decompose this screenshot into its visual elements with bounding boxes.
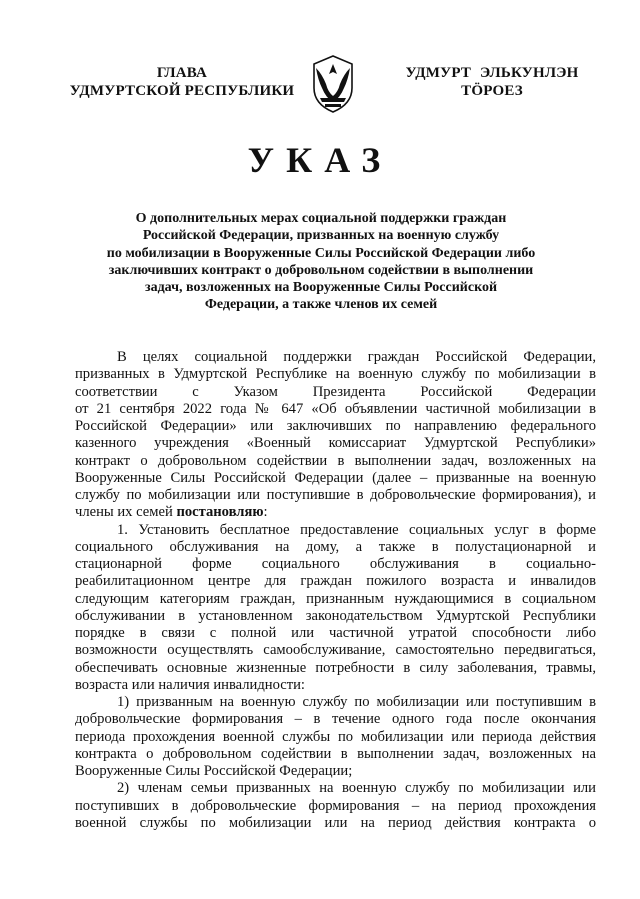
- sub1-line: контракта о добровольном содействии в выполнении задач, возложенных на: [75, 745, 596, 762]
- decree-colon: :: [263, 504, 268, 521]
- sub1-line: периода прохождения военной службы по мобилизации или периода действия: [75, 728, 596, 745]
- decree-subject: [98, 210, 544, 314]
- sub2-line: поступивших в добровольческие формирования – на период прохождения: [75, 797, 596, 814]
- item1-line: социального обслуживания на дому, а также в полустационарной и: [75, 538, 596, 555]
- intro-tail: члены их семей: [75, 504, 177, 521]
- decree-title: УКАЗ: [247, 140, 393, 180]
- sub2-line: 2) членам семьи призванных на военную службу по мобилизации или: [117, 780, 596, 797]
- body-line: казенного учреждения «Военный комиссариат Удмуртской Республики»: [75, 435, 596, 452]
- item1-line: обслуживании в установленном законодательством Удмуртской Республики: [75, 607, 596, 624]
- subject-line: О дополнительных мерах социальной поддержки граждан: [135, 211, 507, 226]
- body-line: призванных в Удмуртской Республике на военную службу по мобилизации в: [75, 366, 596, 383]
- body-line: от 21 сентября 2022 года № 647 «Об объявлении частичной мобилизации в: [75, 400, 596, 417]
- subject-line: по мобилизации в Вооруженные Силы Российской Федерации либо: [106, 245, 536, 261]
- header-right: [392, 64, 592, 100]
- body-line: соответствии с Указом Президента Российской Федерации: [75, 383, 596, 400]
- item1-line: стационарной форме социального обслуживания в социально-: [75, 556, 596, 572]
- header-right-line1: УДМУРТ ЭЛЬКУНЛЭН: [405, 65, 579, 81]
- subject-line: Федерации, а также членов их семей: [204, 297, 438, 313]
- decree-body: [75, 349, 596, 832]
- item1-line: 1. Установить бесплатное предоставление социальных услуг в форме: [117, 521, 596, 538]
- body-line: службу по мобилизации или поступившие в добровольческие формирования), и: [75, 487, 596, 503]
- sub1-line: 1) призванным на военную службу по мобилизации или поступившим в: [117, 694, 596, 710]
- item1-line: следующим категориям граждан, признанным нуждающимися в социальном: [75, 590, 596, 607]
- header-left: [68, 64, 296, 100]
- sub1-line: добровольческие формирования – в течение одного года после окончания: [75, 711, 596, 728]
- sub1-line: Вооруженные Силы Российской Федерации;: [75, 763, 353, 779]
- sub2-line: военной службы по мобилизации или на период действия контракта о: [75, 814, 596, 831]
- body-line: Вооруженные Силы Российской Федерации (далее – призванные на военную: [75, 469, 596, 486]
- subject-line: задач, возложенных на Вооруженные Силы Российской: [144, 280, 498, 296]
- body-line: контракт о добровольном содействии в выполнении задач, возложенных на: [75, 452, 596, 469]
- decree-word: постановляю: [176, 504, 264, 521]
- header-right-line2: ТӦРОЕЗ: [461, 83, 523, 99]
- item1-line: возраста или наличия инвалидности:: [75, 676, 305, 693]
- header-left-line2: УДМУРТСКОЙ РЕСПУБЛИКИ: [69, 83, 295, 99]
- body-line-decree: [75, 504, 596, 521]
- udmurt-coat-of-arms-icon: [308, 54, 358, 114]
- item1-line: обеспечивать основные жизненные потребности в силу заболевания, травмы,: [75, 659, 596, 676]
- item1-line: реабилитационном центре для граждан пожилого возраста и инвалидов: [75, 573, 596, 590]
- item1-line: возможности осуществлять самообслуживание, самостоятельно передвигаться,: [75, 642, 596, 659]
- body-line: В целях социальной поддержки граждан Российской Федерации,: [117, 349, 596, 365]
- subject-line: Российской Федерации, призванных на военную службу: [142, 228, 500, 244]
- item1-line: порядке в связи с полной или частичной утратой способности либо: [75, 625, 596, 641]
- body-line: Российской Федерации» или заключивших по направлению федерального: [75, 418, 596, 434]
- subject-line: заключивших контракт о добровольном содействии в выполнении: [108, 262, 534, 278]
- header-left-line1: ГЛАВА: [156, 65, 208, 81]
